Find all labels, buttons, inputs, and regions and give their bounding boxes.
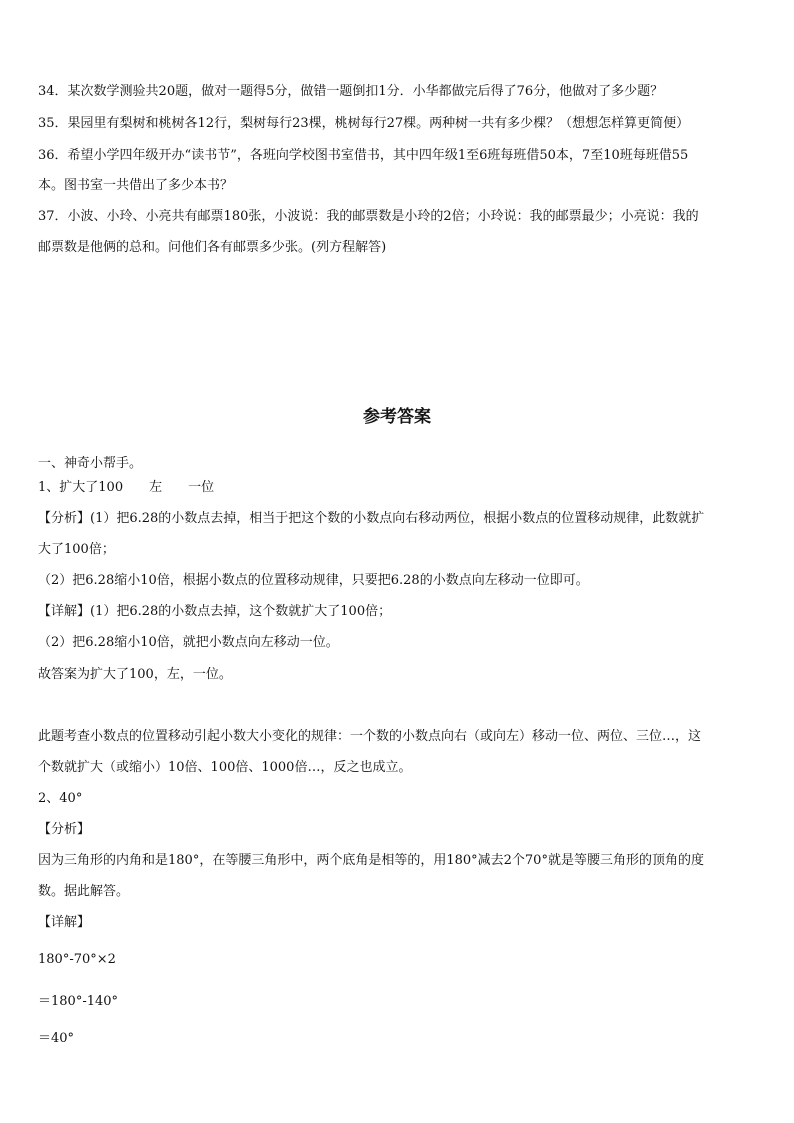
- answer-1-part-1: 1、扩大了100: [38, 480, 124, 495]
- answer-1-note-line-2: 个数就扩大（或缩小）10倍、100倍、1000倍…，反之也成立。: [38, 760, 412, 775]
- answer-1-part-2: 左: [149, 480, 163, 495]
- answer-1-analysis-1-line-2: 大了100倍；: [38, 542, 115, 557]
- section-1-heading: 一、神奇小帮手。: [38, 456, 143, 471]
- answer-2-analysis-line-1: 因为三角形的内角和是180°，在等腰三角形中，两个底角是相等的，用180°减去2个70°就是等腰三角形的顶角的度: [38, 853, 704, 868]
- answer-2-analysis-line-2: 数。据此解答。: [38, 884, 130, 899]
- answer-1-analysis-1-line-1: 【分析】(1）把6.28的小数点去掉，相当于把这个数的小数点向右移动两位，根据小数点的位置移动规律，此数就扩: [38, 511, 705, 526]
- answer-1-conclusion: 故答案为扩大了100，左，一位。: [38, 667, 232, 682]
- answer-2-analysis-label: 【分析】: [38, 822, 91, 837]
- question-34: 34．某次数学测验共20题，做对一题得5分，做错一题倒扣1分．小华都做完后得了76分，他做对了多少题？: [38, 84, 664, 99]
- answer-2-detail-label: 【详解】: [38, 915, 91, 930]
- answer-1-heading: [38, 480, 756, 496]
- question-37-line-1: 37．小波、小玲、小亮共有邮票180张，小波说：我的邮票数是小玲的2倍；小玲说：我的邮票最少；小亮说：我的: [38, 209, 699, 224]
- answer-2-heading: 2、40°: [38, 791, 83, 806]
- answer-2-calc-1: 180°-70°×2: [38, 952, 116, 967]
- question-35: 35．果园里有梨树和桃树各12行，梨树每行23棵，桃树每行27棵。两种树一共有多少棵？（想想怎样算更简便）: [38, 116, 690, 131]
- answer-2-calc-3: ＝40°: [38, 1031, 75, 1046]
- answer-1-detail-1: 【详解】(1）把6.28的小数点去掉，这个数就扩大了100倍；: [38, 604, 392, 619]
- question-36-line-1: 36．希望小学四年级开办“读书节”，各班向学校图书室借书，其中四年级1至6班每班借50本，7至10班每班借55: [38, 148, 689, 163]
- question-37-line-2: 邮票数是他俩的总和。问他们各有邮票多少张。(列方程解答): [38, 240, 387, 255]
- answer-1-analysis-2: （2）把6.28缩小10倍，根据小数点的位置移动规律，只要把6.28的小数点向左移动一位即可。: [38, 573, 589, 588]
- answers-title: 参考答案: [363, 407, 431, 427]
- answer-2-calc-2: ＝180°-140°: [38, 994, 119, 1009]
- question-36-line-2: 本。图书室一共借出了多少本书？: [38, 178, 234, 193]
- answer-1-note-line-1: 此题考查小数点的位置移动引起小数大小变化的规律：一个数的小数点向右（或向左）移动一位、两位、三位…，这: [38, 729, 702, 744]
- answer-1-detail-2: （2）把6.28缩小10倍，就把小数点向左移动一位。: [38, 635, 339, 650]
- answer-1-part-3: 一位: [188, 480, 215, 495]
